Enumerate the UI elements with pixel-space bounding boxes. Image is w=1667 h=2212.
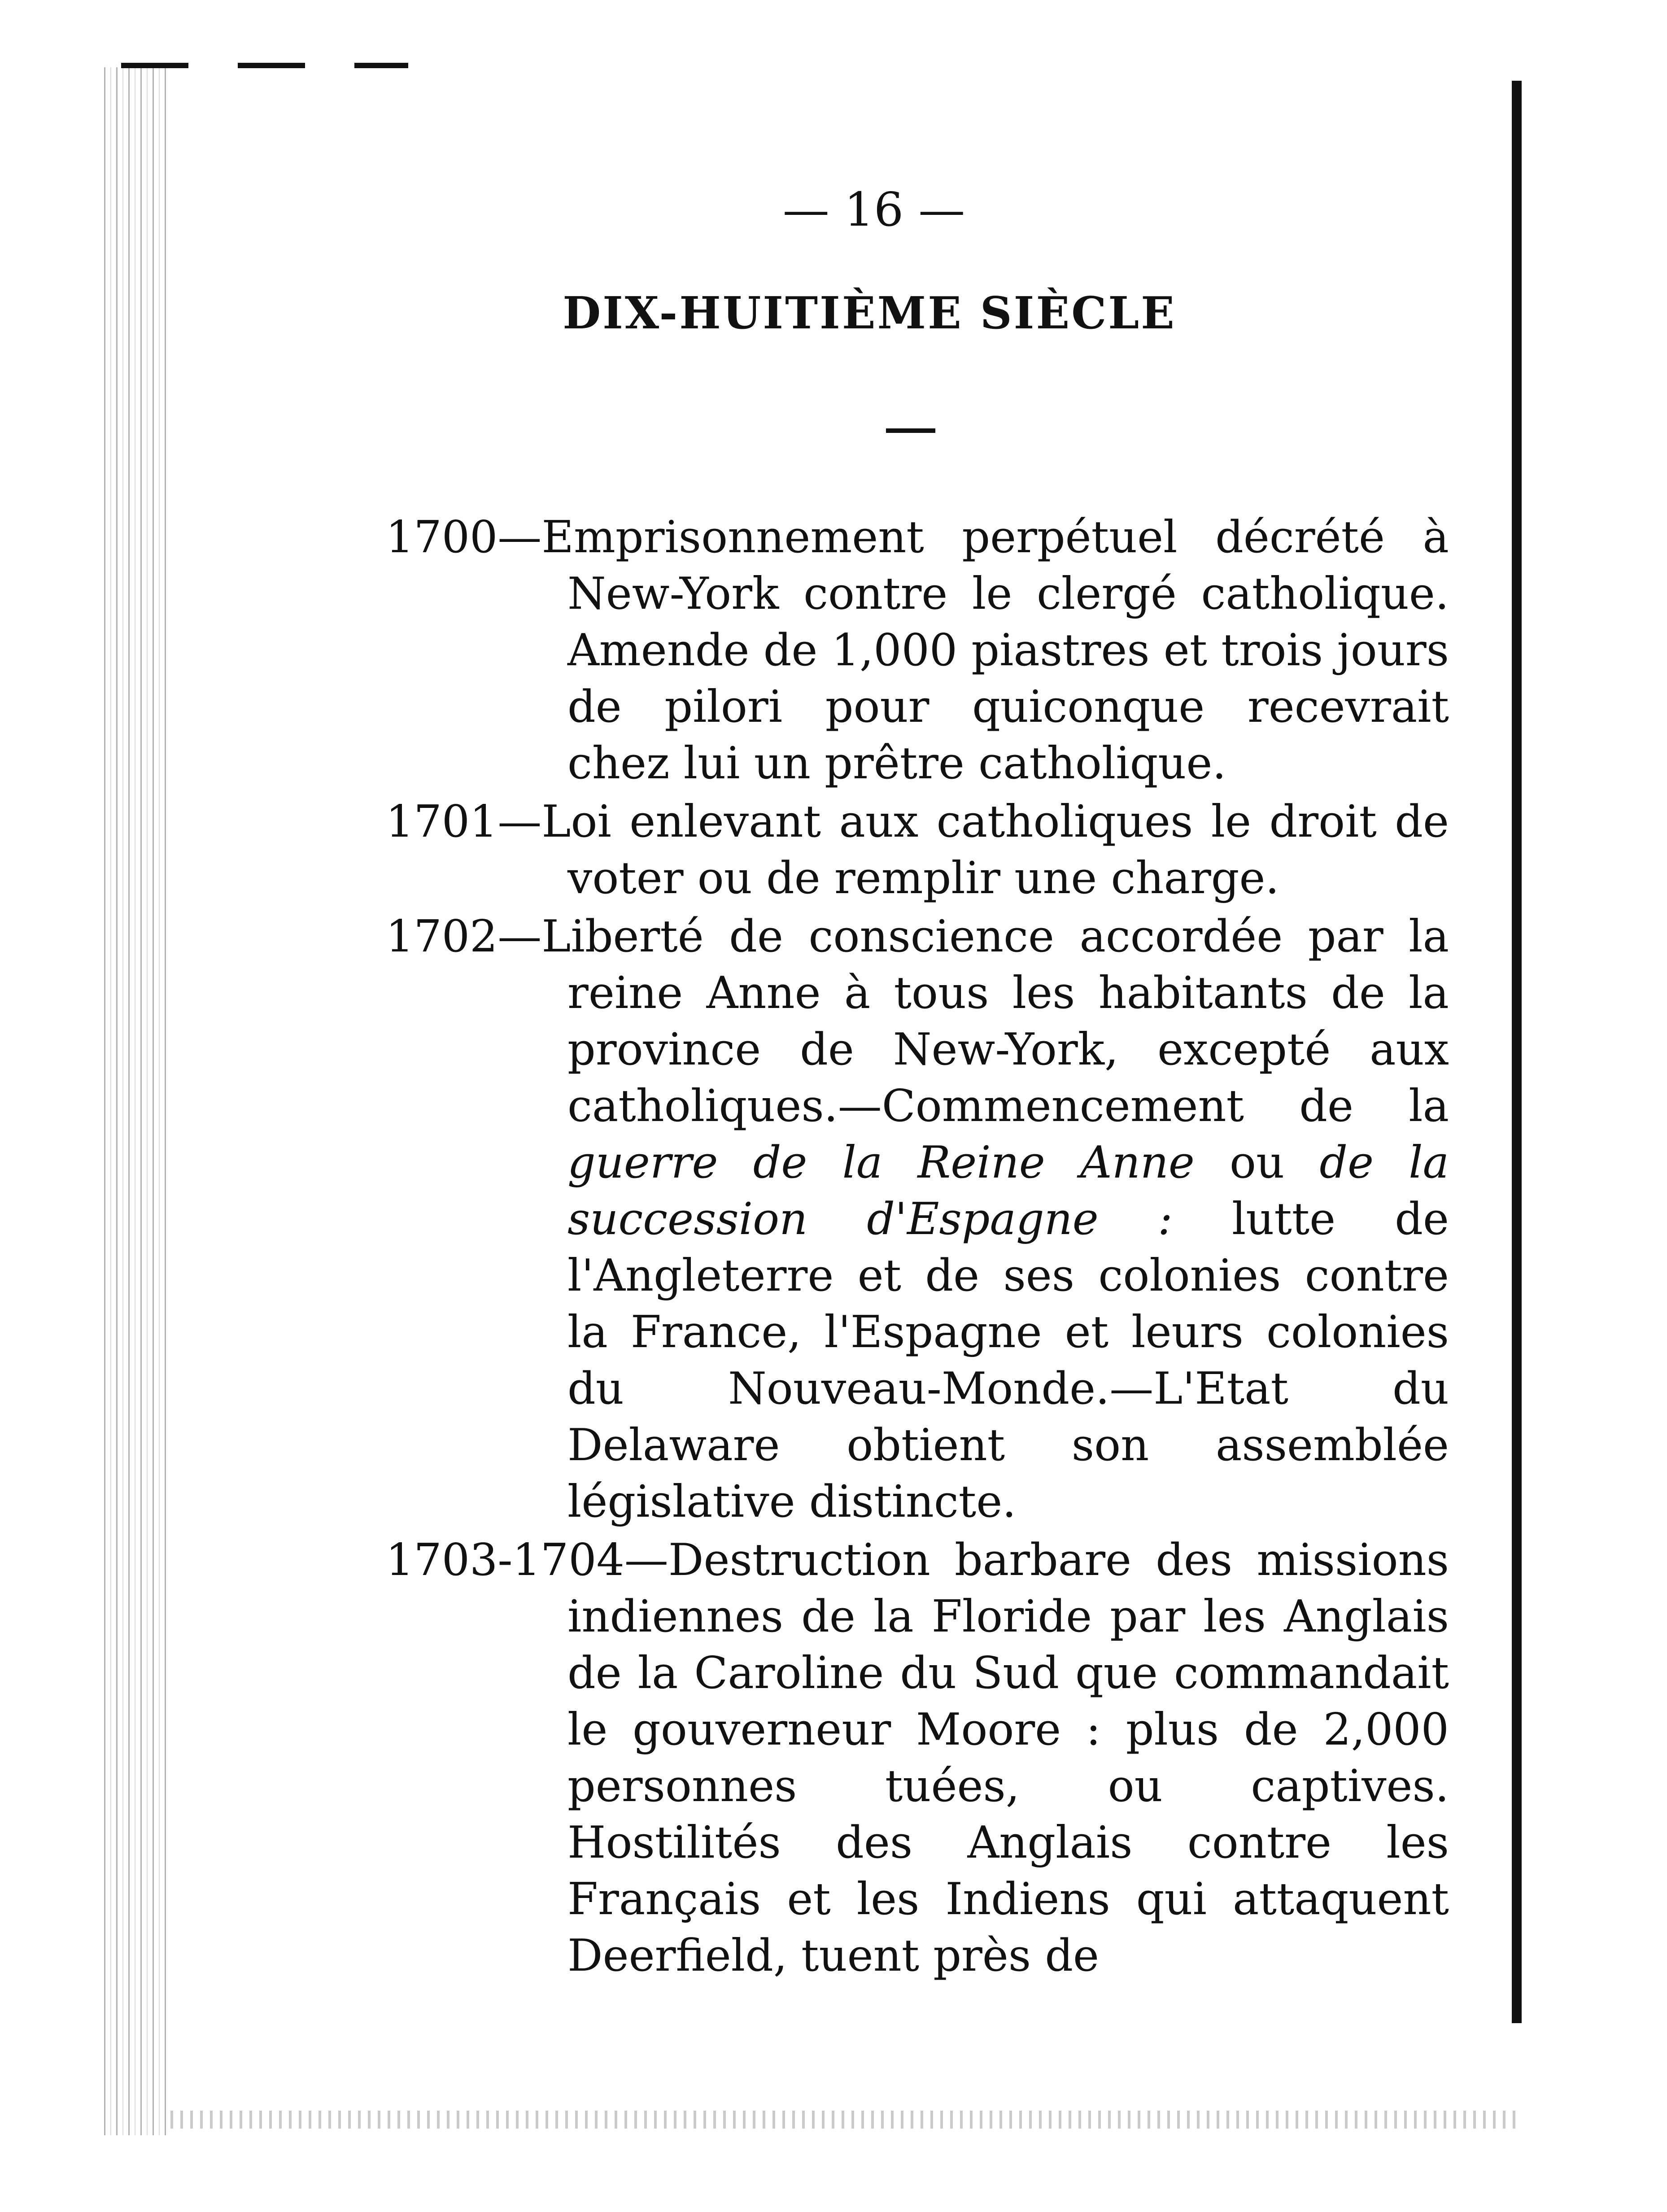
chronology-entry [386, 509, 1449, 792]
entry-year: 1702— [386, 911, 542, 962]
entry-text-segment: Emprisonnement perpétuel décrété à New-York contre le clergé catholique. Amende de 1,000 piastres et trois jours de pilori pour quiconque recevrait chez lui un prêtre catholique. [541, 512, 1449, 789]
scan-bottom-noise [170, 2111, 1516, 2129]
title-separator-rule [886, 428, 935, 433]
entry-text [567, 1535, 1449, 1981]
scan-right-edge [1512, 81, 1522, 2023]
page-number: — 16 — [782, 182, 965, 237]
entry-year: 1703-1704— [386, 1535, 668, 1586]
chronology-entry [386, 908, 1449, 1530]
scan-top-marks [121, 63, 408, 68]
entry-text [541, 512, 1449, 789]
entry-text-segment-italic: guerre de la Reine Anne [567, 1137, 1195, 1188]
entry-text-segment: lutte de l'Angleterre et de ses colonies contre la France, l'Espagne et leurs colonies du Nouveau-Monde.—L'Etat du Delaware obtient son assemblée législative distincte. [567, 1194, 1449, 1527]
entry-year: 1700— [386, 512, 542, 563]
chronology-entry [386, 794, 1449, 907]
entry-text [541, 796, 1449, 904]
scan-left-edge [104, 67, 167, 2135]
entry-text [541, 911, 1449, 1527]
entry-text-segment: Liberté de conscience accordée par la reine Anne à tous les habitants de la province de New-York, excepté aux catholiques.—Commencement de la [541, 911, 1449, 1132]
chronology-entries [386, 509, 1449, 1986]
entry-text-segment: Destruction barbare des missions indiennes de la Floride par les Anglais de la Caroline du Sud que commandait le gouverneur Moore : plus de 2,000 personnes tuées, ou captives. Hostilités des Anglais contre les Français et les Indiens qui attaquent Deerfield, tuent près de [567, 1535, 1449, 1981]
entry-year: 1701— [386, 796, 542, 847]
section-title: DIX-HUITIÈME SIÈCLE [563, 288, 1176, 339]
chronology-entry [386, 1532, 1449, 1984]
entry-text-segment: ou [1194, 1137, 1320, 1188]
entry-text-segment-italic: de la succession d'Espagne : [567, 1137, 1449, 1245]
entry-text-segment: Loi enlevant aux catholiques le droit de voter ou de remplir une charge. [541, 796, 1449, 904]
